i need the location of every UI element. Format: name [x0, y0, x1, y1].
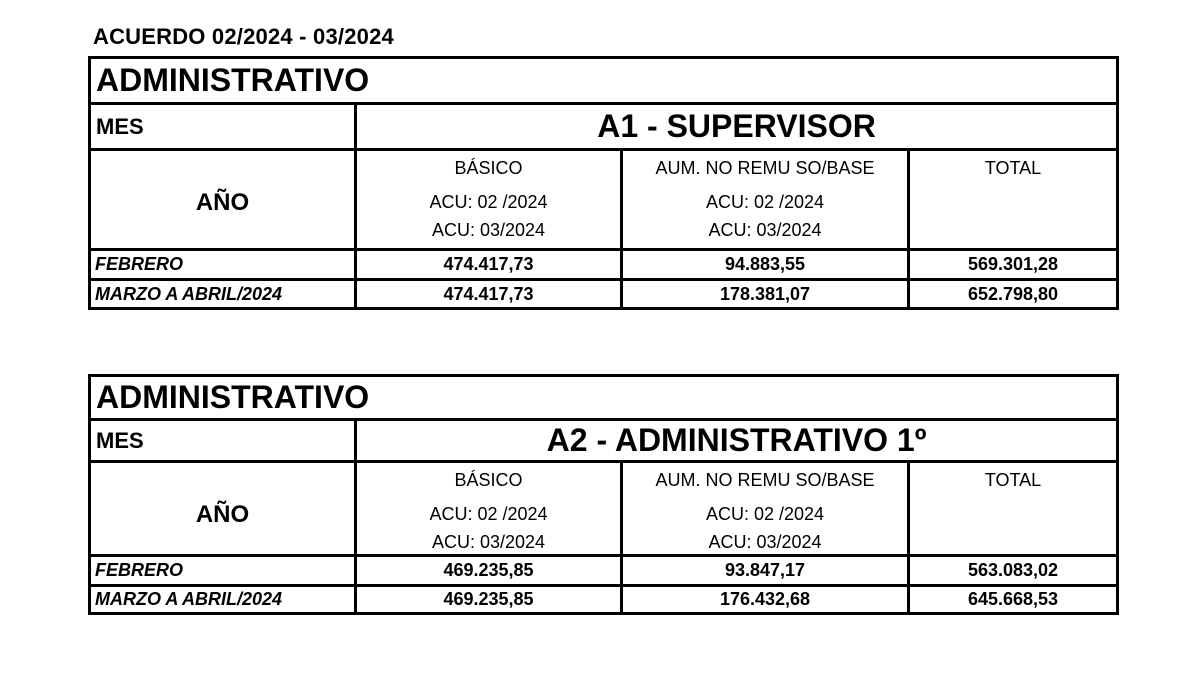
column-header-row [90, 462, 1118, 556]
table-row [90, 280, 1118, 309]
column-header-total [909, 150, 1118, 250]
section-title: ADMINISTRATIVO [90, 376, 1118, 420]
table-row [90, 250, 1118, 280]
column-header-aumento [622, 150, 909, 250]
column-agreement-1: ACU: 02 /2024 [429, 192, 548, 212]
section-title-row [90, 58, 1118, 104]
category-title: A2 - ADMINISTRATIVO 1º [356, 420, 1118, 462]
basico-value: 469.235,85 [356, 556, 622, 586]
column-agreement-2: ACU: 03/2024 [431, 220, 546, 240]
column-title: TOTAL [984, 158, 1042, 178]
total-value: 563.083,02 [909, 556, 1118, 586]
column-agreement-1: ACU: 02 /2024 [429, 504, 548, 524]
ano-cell [90, 462, 356, 556]
category-row [90, 104, 1118, 150]
basico-value: 469.235,85 [356, 586, 622, 614]
column-header-total [909, 462, 1118, 556]
row-label: FEBRERO [90, 250, 356, 280]
column-title: AUM. NO REMU SO/BASE [655, 158, 875, 178]
column-title: BÁSICO [454, 470, 523, 490]
column-agreement-1: ACU: 02 /2024 [705, 504, 825, 524]
row-label: MARZO A ABRIL/2024 [90, 586, 356, 614]
basico-value: 474.417,73 [356, 280, 622, 309]
column-agreement-2: ACU: 03/2024 [708, 532, 822, 552]
column-header-basico [356, 150, 622, 250]
aumento-value: 178.381,07 [622, 280, 909, 309]
category-row [90, 420, 1118, 462]
section-title-row [90, 376, 1118, 420]
column-title: BÁSICO [454, 158, 523, 178]
row-label: MARZO A ABRIL/2024 [90, 280, 356, 309]
salary-table-a1 [88, 56, 1119, 310]
mes-label: MES [90, 420, 356, 462]
column-header-basico [356, 462, 622, 556]
ano-cell [90, 150, 356, 250]
aumento-value: 94.883,55 [622, 250, 909, 280]
table-row [90, 556, 1118, 586]
column-agreement-2: ACU: 03/2024 [708, 220, 822, 240]
column-agreement-2: ACU: 03/2024 [431, 532, 546, 552]
ano-label: AÑO [195, 501, 250, 528]
aumento-value: 93.847,17 [622, 556, 909, 586]
total-value: 645.668,53 [909, 586, 1118, 614]
salary-table-a2 [88, 374, 1119, 615]
column-header-aumento [622, 462, 909, 556]
column-title: TOTAL [984, 470, 1042, 490]
mes-label: MES [90, 104, 356, 150]
column-title: AUM. NO REMU SO/BASE [655, 470, 875, 490]
total-value: 569.301,28 [909, 250, 1118, 280]
category-title: A1 - SUPERVISOR [356, 104, 1118, 150]
document-title: ACUERDO 02/2024 - 03/2024 [93, 24, 394, 49]
ano-label: AÑO [195, 189, 250, 216]
section-title: ADMINISTRATIVO [90, 58, 1118, 104]
aumento-value: 176.432,68 [622, 586, 909, 614]
table-row [90, 586, 1118, 614]
column-header-row [90, 150, 1118, 250]
row-label: FEBRERO [90, 556, 356, 586]
basico-value: 474.417,73 [356, 250, 622, 280]
total-value: 652.798,80 [909, 280, 1118, 309]
column-agreement-1: ACU: 02 /2024 [705, 192, 825, 212]
